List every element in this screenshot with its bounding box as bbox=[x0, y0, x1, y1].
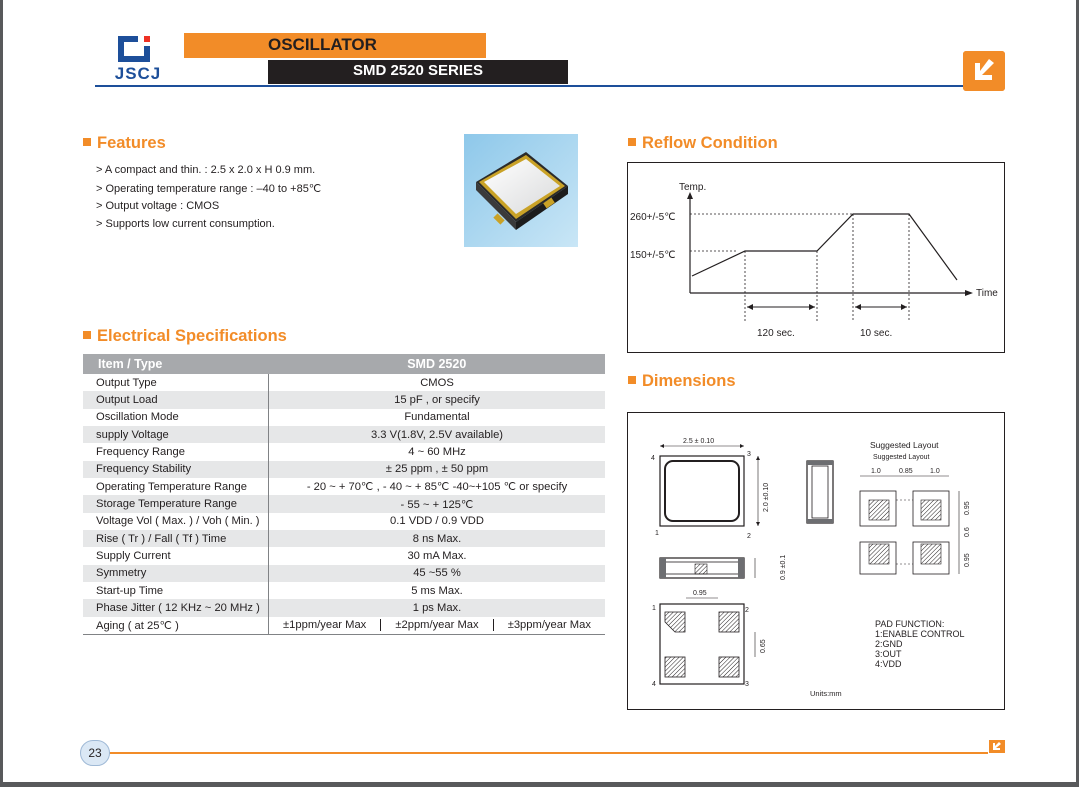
feature-item: > A compact and thin. : 2.5 x 2.0 x H 0.9 mm. bbox=[96, 164, 316, 176]
peak-time-label: 10 sec. bbox=[860, 328, 893, 339]
row-label: Voltage Vol ( Max. ) / Voh ( Min. ) bbox=[83, 513, 269, 530]
column-header-item: Item / Type bbox=[83, 354, 269, 374]
row-label: Operating Temperature Range bbox=[83, 478, 269, 495]
pin-label: 2 bbox=[745, 607, 749, 614]
page-number: 23 bbox=[80, 740, 110, 766]
pin-label: 1 bbox=[652, 605, 656, 612]
peak-temp-label: 260+/-5℃ bbox=[630, 212, 676, 223]
table-row bbox=[83, 617, 605, 635]
electrical-heading: Electrical Specifications bbox=[83, 327, 287, 346]
row-label: Aging ( at 25℃ ) bbox=[83, 617, 269, 635]
row-label: Phase Jitter ( 12 KHz ~ 20 MHz ) bbox=[83, 599, 269, 616]
width-dimension: 2.5 ± 0.10 bbox=[683, 438, 715, 445]
table-row bbox=[83, 599, 605, 616]
row-label: Oscillation Mode bbox=[83, 409, 269, 426]
reflow-profile-line bbox=[692, 214, 957, 280]
table-row bbox=[83, 461, 605, 478]
electrical-spec-table bbox=[83, 354, 605, 635]
feature-item: > Operating temperature range : –40 to +85℃ bbox=[96, 183, 322, 195]
row-value: 3.3 V(1.8V, 2.5V available) bbox=[269, 426, 606, 443]
row-value: ± 25 ppm , ± 50 ppm bbox=[269, 461, 606, 478]
row-value: 0.1 VDD / 0.9 VDD bbox=[269, 513, 606, 530]
aging-value: ±2ppm/year Max bbox=[381, 619, 493, 631]
pad-height-dimension: 0.65 bbox=[760, 639, 767, 653]
column-header-type: SMD 2520 bbox=[269, 354, 606, 374]
row-label: Frequency Range bbox=[83, 443, 269, 460]
row-value: 5 ms Max. bbox=[269, 582, 606, 599]
company-logo-text: JSCJ bbox=[114, 64, 162, 83]
feature-item: > Supports low current consumption. bbox=[96, 218, 275, 230]
layout-dimension: 0.85 bbox=[899, 468, 913, 475]
suggested-layout-subtitle: Suggested Layout bbox=[873, 454, 930, 461]
page-title: OSCILLATOR bbox=[268, 35, 377, 54]
dimensions-heading: Dimensions bbox=[628, 372, 736, 391]
layout-dimension: 1.0 bbox=[930, 468, 940, 475]
pad-pitch-dimension: 0.95 bbox=[693, 590, 707, 597]
table-row bbox=[83, 513, 605, 530]
row-value: 1 ps Max. bbox=[269, 599, 606, 616]
row-value bbox=[269, 617, 606, 635]
table-row bbox=[83, 530, 605, 547]
features-heading: Features bbox=[83, 134, 166, 153]
suggested-layout-title: Suggested Layout bbox=[870, 440, 939, 450]
row-value: 8 ns Max. bbox=[269, 530, 606, 547]
layout-dimension: 0.95 bbox=[964, 553, 971, 567]
pin-label: 3 bbox=[747, 451, 751, 458]
row-value: 45 ~55 % bbox=[269, 565, 606, 582]
preheat-time-label: 120 sec. bbox=[757, 328, 795, 339]
layout-dimension: 1.0 bbox=[871, 468, 881, 475]
pin-label: 4 bbox=[651, 455, 655, 462]
table-row bbox=[83, 478, 605, 495]
row-label: Storage Temperature Range bbox=[83, 495, 269, 512]
series-title: SMD 2520 SERIES bbox=[352, 62, 484, 79]
header-rule bbox=[95, 85, 970, 87]
company-logo-icon bbox=[118, 34, 158, 64]
aging-value: ±1ppm/year Max bbox=[269, 619, 381, 631]
table-row bbox=[83, 391, 605, 408]
time-axis-label: Time bbox=[976, 288, 998, 299]
table-row bbox=[83, 495, 605, 512]
row-label: Output Load bbox=[83, 391, 269, 408]
reflow-heading: Reflow Condition bbox=[628, 134, 778, 153]
table-row bbox=[83, 443, 605, 460]
table-row bbox=[83, 547, 605, 564]
row-label: Supply Current bbox=[83, 547, 269, 564]
page-edge-bottom bbox=[0, 782, 1079, 787]
pad-function-item: 4:VDD bbox=[875, 659, 902, 669]
table-row bbox=[83, 374, 605, 391]
row-value: 4 ~ 60 MHz bbox=[269, 443, 606, 460]
aging-value: ±3ppm/year Max bbox=[507, 619, 591, 632]
row-label: Start-up Time bbox=[83, 582, 269, 599]
pin-label: 3 bbox=[745, 681, 749, 688]
preheat-temp-label: 150+/-5℃ bbox=[630, 250, 676, 261]
row-value: 15 pF , or specify bbox=[269, 391, 606, 408]
table-row bbox=[83, 409, 605, 426]
table-row bbox=[83, 565, 605, 582]
dimensions-drawing bbox=[627, 412, 1005, 710]
layout-dimension: 0.6 bbox=[964, 527, 971, 537]
row-value: - 55 ~ + 125℃ bbox=[269, 495, 606, 512]
pin-label: 1 bbox=[655, 530, 659, 537]
pad-function-item: 2:GND bbox=[875, 639, 903, 649]
row-label: Frequency Stability bbox=[83, 461, 269, 478]
table-row bbox=[83, 582, 605, 599]
pad-function-item: 1:ENABLE CONTROL bbox=[875, 629, 965, 639]
pin-label: 2 bbox=[747, 533, 751, 540]
brand-arrow-icon bbox=[963, 51, 1005, 91]
row-value: - 20 ~ + 70℃ , - 40 ~ + 85℃ -40~+105 ℃ or specify bbox=[269, 478, 606, 495]
layout-dimension: 0.95 bbox=[964, 501, 971, 515]
temp-axis-label: Temp. bbox=[679, 182, 707, 193]
page-edge-left bbox=[0, 0, 3, 787]
row-value: 30 mA Max. bbox=[269, 547, 606, 564]
table-row bbox=[83, 426, 605, 443]
thickness-dimension: 0.9 ±0.1 bbox=[780, 554, 787, 580]
pad-function-title: PAD FUNCTION: bbox=[875, 619, 945, 629]
product-photo bbox=[464, 134, 578, 247]
footer-rule bbox=[108, 752, 988, 754]
units-label: Units:mm bbox=[810, 689, 842, 698]
row-label: Symmetry bbox=[83, 565, 269, 582]
height-dimension: 2.0 ±0.10 bbox=[763, 482, 770, 512]
row-label: supply Voltage bbox=[83, 426, 269, 443]
row-value: Fundamental bbox=[269, 409, 606, 426]
row-label: Rise ( Tr ) / Fall ( Tf ) Time bbox=[83, 530, 269, 547]
reflow-profile-diagram bbox=[627, 162, 1005, 353]
pin-label: 4 bbox=[652, 681, 656, 688]
feature-item: > Output voltage : CMOS bbox=[96, 200, 220, 212]
row-value: CMOS bbox=[269, 374, 606, 391]
row-label: Output Type bbox=[83, 374, 269, 391]
pad-function-item: 3:OUT bbox=[875, 649, 902, 659]
footer-arrow-icon bbox=[989, 740, 1005, 753]
